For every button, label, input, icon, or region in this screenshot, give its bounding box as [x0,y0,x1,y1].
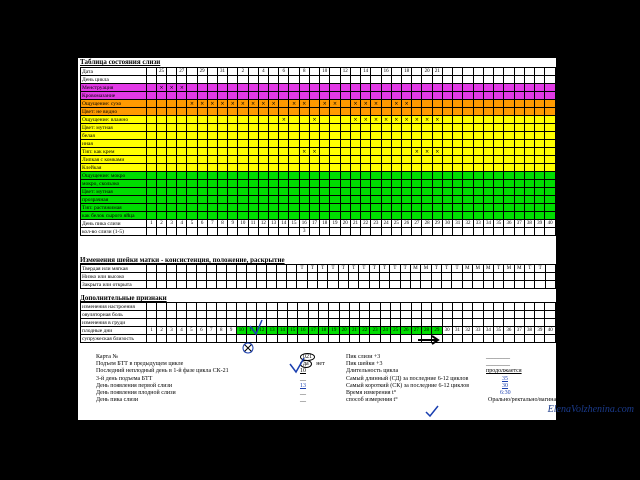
mucus-mark: × [279,116,289,124]
measure-time-value: 6:30 [500,389,511,396]
cervix-cell: Т [359,265,369,273]
mucus-mark: × [371,100,381,108]
date-cell: 8 [299,68,309,76]
date-cell: 18 [402,68,412,76]
peak-cell: 18 [320,220,330,228]
peak-cell: 8 [217,220,227,228]
peak-cell: 32 [463,220,473,228]
shortest-cycle-label: Самый короткий (СК) за последние 6-12 циклов [346,382,470,389]
row-label: День пика слизи [81,220,147,228]
peak-cell: 1 [146,220,156,228]
last-infertile-value: 10 [300,368,306,375]
cervix-cell: Т [318,265,328,273]
peak-cell: 24 [381,220,391,228]
last-infertile-label: Последний неплодный день в 1-й фазе цикла СК-21 [96,368,229,375]
mucus-mark: × [156,84,166,92]
mucus-mark: × [391,100,401,108]
row-label: мокро, скользко [81,180,147,188]
extra-sign-cell: 4 [176,327,186,335]
row-label: изменения в груди [81,319,147,327]
peak-cell: 10 [238,220,248,228]
extra-sign-cell: 26 [401,327,411,335]
row-label: супружеская близость [81,335,147,343]
extra-sign-cell: 12 [257,327,267,335]
peak-cell: 19 [330,220,340,228]
cervix-cell: Т [369,265,379,273]
cervix-cell: М [514,265,524,273]
mucus-mark: × [422,148,432,156]
extra-sign-cell: 1 [147,327,157,335]
row-label: Дата [81,68,147,76]
mucus-mark: × [228,100,238,108]
mucus-mark: × [238,100,248,108]
card-label: Карта № [96,354,119,360]
mucus-mark: × [309,116,319,124]
mucus-mark: × [299,100,309,108]
extra-sign-cell: 19 [329,327,339,335]
pen-check-mark [250,320,262,334]
extra-sign-cell: 39 [535,327,545,335]
extra-sign-cell: 6 [196,327,206,335]
extra-sign-cell: 5 [186,327,196,335]
peak-cell: 9 [228,220,238,228]
peak-cell: 27 [412,220,422,228]
yes-option: да [300,360,312,368]
cervix-cell: М [473,265,483,273]
mucus-mark: × [350,116,360,124]
cervix-cell: Т [379,265,389,273]
peak-cell: 11 [248,220,258,228]
mucus-peak-label: День пика слизи [96,397,139,404]
mucus-mark: × [320,100,330,108]
mucus-mark: × [167,84,177,92]
extra-sign-cell: 23 [370,327,380,335]
peak-cell: 39 [535,220,545,228]
peak-cell: 25 [391,220,401,228]
date-cell: 20 [422,68,432,76]
extra-sign-cell: 36 [504,327,514,335]
row-label: Ощущение: влажно [81,116,147,124]
peak-cell: 37 [514,220,524,228]
cervix-cell: Т [535,265,545,273]
peak-cell: 15 [289,220,299,228]
row-label: Низко или высоко [81,273,147,281]
extra-sign-cell: 9 [226,327,236,335]
cervix-cell: Т [348,265,358,273]
pen-cross-mark [244,344,252,352]
extra-sign-cell: 20 [339,327,349,335]
shortest-cycle-value: 30 [502,382,508,389]
cervix-cell: Т [525,265,535,273]
peak-cell: 30 [442,220,452,228]
row-label: День цикла [81,76,147,84]
row-label: Липкая с комками [81,156,147,164]
extra-sign-cell: 40 [545,327,556,335]
peak-cell: 35 [494,220,504,228]
date-cell: 4 [258,68,268,76]
date-cell: 12 [340,68,350,76]
cervix-cell: Т [307,265,317,273]
mucus-mark: × [432,148,442,156]
mucus-mark: × [289,100,299,108]
extra-sign-cell: 15 [288,327,298,335]
cervix-cell: М [483,265,493,273]
row-label: изменения настроения [81,303,147,311]
date-cell: 14 [361,68,371,76]
peak-cell: 26 [402,220,412,228]
extra-sign-cell: 7 [206,327,216,335]
mucus-mark: × [361,100,371,108]
peak-cell: 17 [309,220,319,228]
row-label: кол-во слизи (1-5) [81,228,147,236]
chart-sheet [78,58,569,420]
row-label: Кровомазание [81,92,147,100]
row-label: Цвет: не видно [81,108,147,116]
pen-check-mark-3 [426,406,438,416]
mucus-mark: × [371,116,381,124]
extra-sign-cell: 30 [442,327,452,335]
mucus-mark: × [197,100,207,108]
measure-method-label: способ измерения t° [346,397,398,404]
date-cell: 31 [217,68,227,76]
peak-cell: 6 [197,220,207,228]
row-label: иная [81,140,147,148]
longest-cycle-value: 35 [502,375,508,382]
peak-cell: 12 [258,220,268,228]
mucus-mark: × [422,116,432,124]
extra-sign-cell: 10 [236,327,246,335]
date-cell: 25 [156,68,166,76]
extra-sign-cell: 2 [157,327,167,335]
peak-cell: 3 [167,220,177,228]
mucus-mark: × [350,100,360,108]
mucus-mark: × [299,148,309,156]
cervix-cell: Т [452,265,462,273]
section-title-cervix: Изменения шейки матки - консистенция, положение, раскрытие [80,256,285,264]
extra-sign-cell: 28 [421,327,431,335]
no-option: нет [316,361,325,368]
row-label: Тип: растяжимая [81,204,147,212]
date-cell: 16 [381,68,391,76]
longest-cycle-label: Самый длинный (СД) за последние 6-12 циклов [346,375,469,382]
row-label: овуляторная боль [81,311,147,319]
extra-sign-cell: 38 [524,327,534,335]
date-cell: 27 [177,68,187,76]
fertile-mucus-value: __ [300,389,306,396]
first-mucus-label: День появления первой слизи [96,382,173,389]
mucus-mark: × [412,148,422,156]
mucus-mark: × [187,100,197,108]
peak-cell: 16 [299,220,309,228]
summary-right-values: ________ ________ продолжается 35 30 6:30 Орально/ректально/вагинально [486,354,569,404]
extra-sign-cell: 22 [360,327,370,335]
pen-arrow-mark [418,336,438,344]
row-label: Клейкая [81,164,147,172]
extra-sign-cell: 21 [349,327,359,335]
date-cell: 6 [279,68,289,76]
mucus-mark: × [402,116,412,124]
extra-sign-cell: 8 [216,327,226,335]
row-label: Ощущение: сухо [81,100,147,108]
extra-sign-cell: 14 [277,327,287,335]
row-label: Цвет: мутная [81,188,147,196]
cervix-cell: Т [431,265,441,273]
cervix-cell: Т [338,265,348,273]
cycle-length-label: Длительность цикла [346,368,399,375]
extra-sign-cell: 27 [411,327,421,335]
row-label: Закрыта или открыта [81,281,147,289]
first-mucus-value: 13 [300,382,306,389]
mucus-mark: × [412,116,422,124]
peak-cell: 33 [473,220,483,228]
cervix-cell: Т [400,265,410,273]
mucus-mark: × [258,100,268,108]
mucus-mark: × [361,116,371,124]
peak-cell: 14 [279,220,289,228]
row-label: Менструация [81,84,147,92]
peak-cell: 40 [545,220,556,228]
cervix-cell: М [410,265,420,273]
extra-sign-cell: 33 [473,327,483,335]
cervix-cell: Т [297,265,307,273]
cervix-cell: М [504,265,514,273]
section-title-mucus: Таблица состояния слизи [80,58,161,66]
measure-method-value: Орально/ректально/вагинально [488,397,569,404]
extra-sign-cell: 13 [267,327,277,335]
row-label: Цвет: мутная [81,124,147,132]
measure-time-label: Время измерения t° [346,389,397,396]
cervix-cell: М [462,265,472,273]
date-cell: 29 [197,68,207,76]
row-label: Твердая или мягкая [81,265,147,273]
cervix-peak-plus3-label: Пик шейки +3 [346,361,383,368]
peak-cell: 5 [187,220,197,228]
mucus-mark: × [391,116,401,124]
row-label: прозрачная [81,196,147,204]
extra-sign-cell: 24 [380,327,390,335]
watermark: ElenaVolzhenina.com [547,404,634,415]
date-cell: 2 [238,68,248,76]
bbt-third-day-label: 3-й день подъема БТТ [96,375,153,382]
peak-cell: 29 [432,220,442,228]
extra-sign-cell: 16 [298,327,308,335]
peak-cell: 13 [268,220,278,228]
row-label: плодные дни [81,327,147,335]
extra-sign-cell: 25 [391,327,401,335]
section-title-extra: Дополнительные признаки [80,294,167,302]
extra-sign-cell: 17 [308,327,318,335]
fertile-mucus-label: День появления плодной слизи [96,389,176,396]
peak-cell: 22 [361,220,371,228]
peak-cell: 36 [504,220,514,228]
count-cell: 3 [299,228,309,236]
mucus-mark: × [248,100,258,108]
card-number: 021 [300,353,315,361]
mucus-mark: × [177,84,187,92]
peak-cell: 7 [207,220,217,228]
mucus-peak-value: __ [300,397,306,404]
mucus-mark: × [330,100,340,108]
mucus-mark: × [207,100,217,108]
extra-sign-cell: 37 [514,327,524,335]
peak-cell: 34 [483,220,493,228]
mucus-mark: × [402,100,412,108]
row-label: как белок сырого яйца [81,212,147,220]
row-label: Тип: как крем [81,148,147,156]
extra-sign-cell: 29 [432,327,442,335]
cervix-cell: Т [390,265,400,273]
mucus-mark: × [432,116,442,124]
date-cell: 10 [320,68,330,76]
peak-cell: 31 [453,220,463,228]
row-label: белая [81,132,147,140]
peak-cell: 28 [422,220,432,228]
peak-cell: 38 [524,220,534,228]
extra-sign-cell: 3 [167,327,177,335]
cervix-cell: Т [442,265,452,273]
row-label: Ощущение: мокро [81,172,147,180]
bbt-third-day-value: __ [300,375,306,382]
extra-sign-cell: 11 [246,327,256,335]
peak-cell: 2 [156,220,166,228]
peak-cell: 20 [340,220,350,228]
peak-cell: 21 [350,220,360,228]
mucus-mark: × [217,100,227,108]
mucus-mark: × [268,100,278,108]
extra-sign-cell: 35 [493,327,503,335]
extra-sign-cell: 34 [483,327,493,335]
cycle-length-value: продолжается [486,368,522,375]
peak-cell: 23 [371,220,381,228]
cervix-cell: М [421,265,431,273]
pen-annotations [78,58,556,420]
cervix-cell: Т [493,265,503,273]
cervix-cell: Т [328,265,338,273]
mucus-mark: × [309,148,319,156]
mucus-mark: × [381,116,391,124]
peak-cell: 4 [177,220,187,228]
mucus-peak-plus3-label: Пик слизи +3 [346,354,381,360]
extra-sign-cell: 31 [452,327,462,335]
date-cell: 21 [432,68,442,76]
bbt-rise-label: Подъем БТТ в предыдущем цикле [96,361,184,368]
extra-sign-cell: 18 [318,327,328,335]
extra-sign-cell: 32 [463,327,473,335]
